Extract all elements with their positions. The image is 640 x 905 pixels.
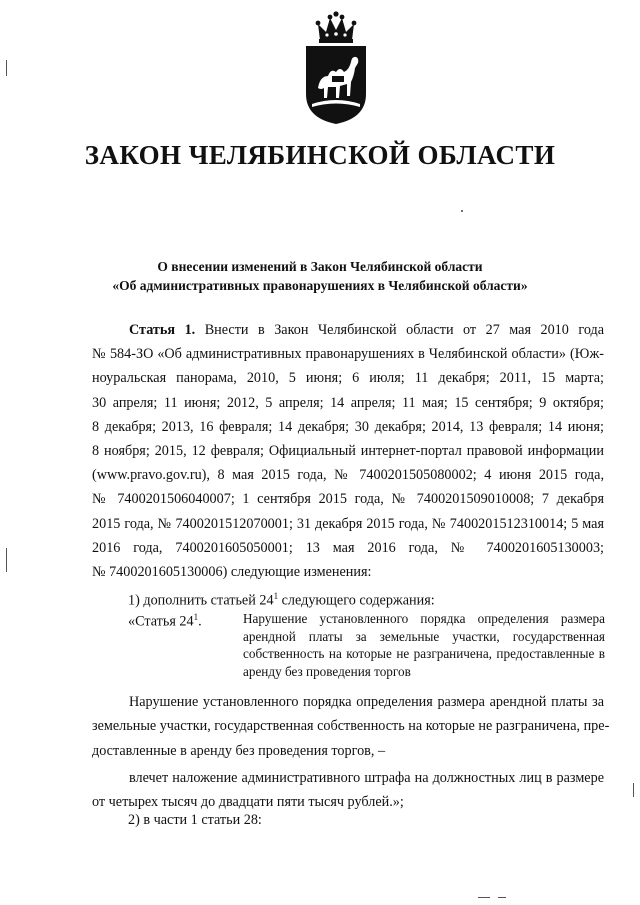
article-24-1-sanction xyxy=(92,766,604,815)
article-1-first-line-text: Внести в Закон Челябинской области от 27 мая 2010 года xyxy=(204,322,605,338)
text-line: Нарушение установленного порядка определения размера арендной платы за xyxy=(129,694,604,710)
text-line: влечет наложение административного штрафа на должностных лиц в размере xyxy=(129,770,604,786)
item-1 xyxy=(128,584,435,613)
new-article-superscript: 1 xyxy=(193,612,199,622)
scan-margin-mark xyxy=(6,548,7,572)
text-line: № 7400201506040007; 1 сентября 2015 года, № 7400201509010008; 7 декабря xyxy=(92,491,604,508)
scan-margin-mark xyxy=(478,897,490,898)
text-line: № 584-ЗО «Об административных правонарушениях в Челябинской области» (Юж- xyxy=(92,346,604,363)
article-1-first-line xyxy=(92,318,604,342)
scan-speck xyxy=(461,210,463,212)
item-1-text: 1) дополнить статьей 24 xyxy=(128,592,274,609)
text-line: от четырех тысяч до двадцати пяти тысяч рублей.»; xyxy=(92,794,404,811)
scan-margin-mark xyxy=(498,897,506,898)
text-line: 2016 года, 7400201605050001; 13 мая 2016 года, № 7400201605130003; xyxy=(92,539,604,556)
text-line: доставленные в аренду без проведения торгов, – xyxy=(92,742,386,759)
new-article-label xyxy=(128,612,202,631)
subject-line: «Об административных правонарушениях в Челябинской области» xyxy=(112,278,528,293)
text-line: земельные участки, государственная собственность на которые не разграничена, пре- xyxy=(92,718,610,735)
scan-margin-mark xyxy=(6,60,7,76)
document-title: ЗАКОН ЧЕЛЯБИНСКОЙ ОБЛАСТИ xyxy=(84,140,556,170)
article-24-1-disposition xyxy=(92,690,610,763)
law-subject xyxy=(0,257,640,295)
item-1-text-end: следующего содержания: xyxy=(278,592,435,609)
article-1-label: Статья 1. xyxy=(129,322,196,338)
article-1-paragraph xyxy=(92,318,604,584)
text-line: 8 декабря; 2013, 16 февраля; 14 декабря; 30 декабря; 2014, 13 февраля; 14 июня; xyxy=(92,418,604,435)
text-line: 30 апреля; 11 июня; 2012, 5 апреля; 14 апреля; 11 мая; 15 сентября; 9 октября; xyxy=(92,394,604,411)
subject-line: О внесении изменений в Закон Челябинской области xyxy=(157,259,483,274)
item-2: 2) в части 1 статьи 28: xyxy=(128,812,262,828)
text-line: 8 ноября; 2015, 12 февраля; Официальный интернет-портал правовой информации xyxy=(92,443,604,460)
new-article-label-dot: . xyxy=(198,613,202,630)
chelyabinsk-coat-of-arms-icon xyxy=(294,10,378,128)
text-line: № 7400201605130006) следующие изменения: xyxy=(92,564,372,581)
text-line: 2015 года, № 7400201512070001; 31 декабря 2015 года, № 7400201512310014; 5 мая xyxy=(92,515,604,532)
text-line: (www.pravo.gov.ru), 8 мая 2015 года, № 7400201505080002; 4 июня 2015 года, xyxy=(92,467,604,484)
scan-margin-mark xyxy=(633,783,634,797)
new-article-title: Нарушение установленного порядка определения размера арендной платы за земельные участки, государственная собственность на которые не разграничена, предоставленные в аренду без проведения торгов xyxy=(243,611,605,679)
item-1-superscript: 1 xyxy=(273,591,279,601)
new-article-label-text: «Статья 24 xyxy=(128,613,194,630)
text-line: ноуральская панорама, 2010, 5 июня; 6 июля; 11 декабря; 2011, 15 марта; xyxy=(92,370,604,387)
